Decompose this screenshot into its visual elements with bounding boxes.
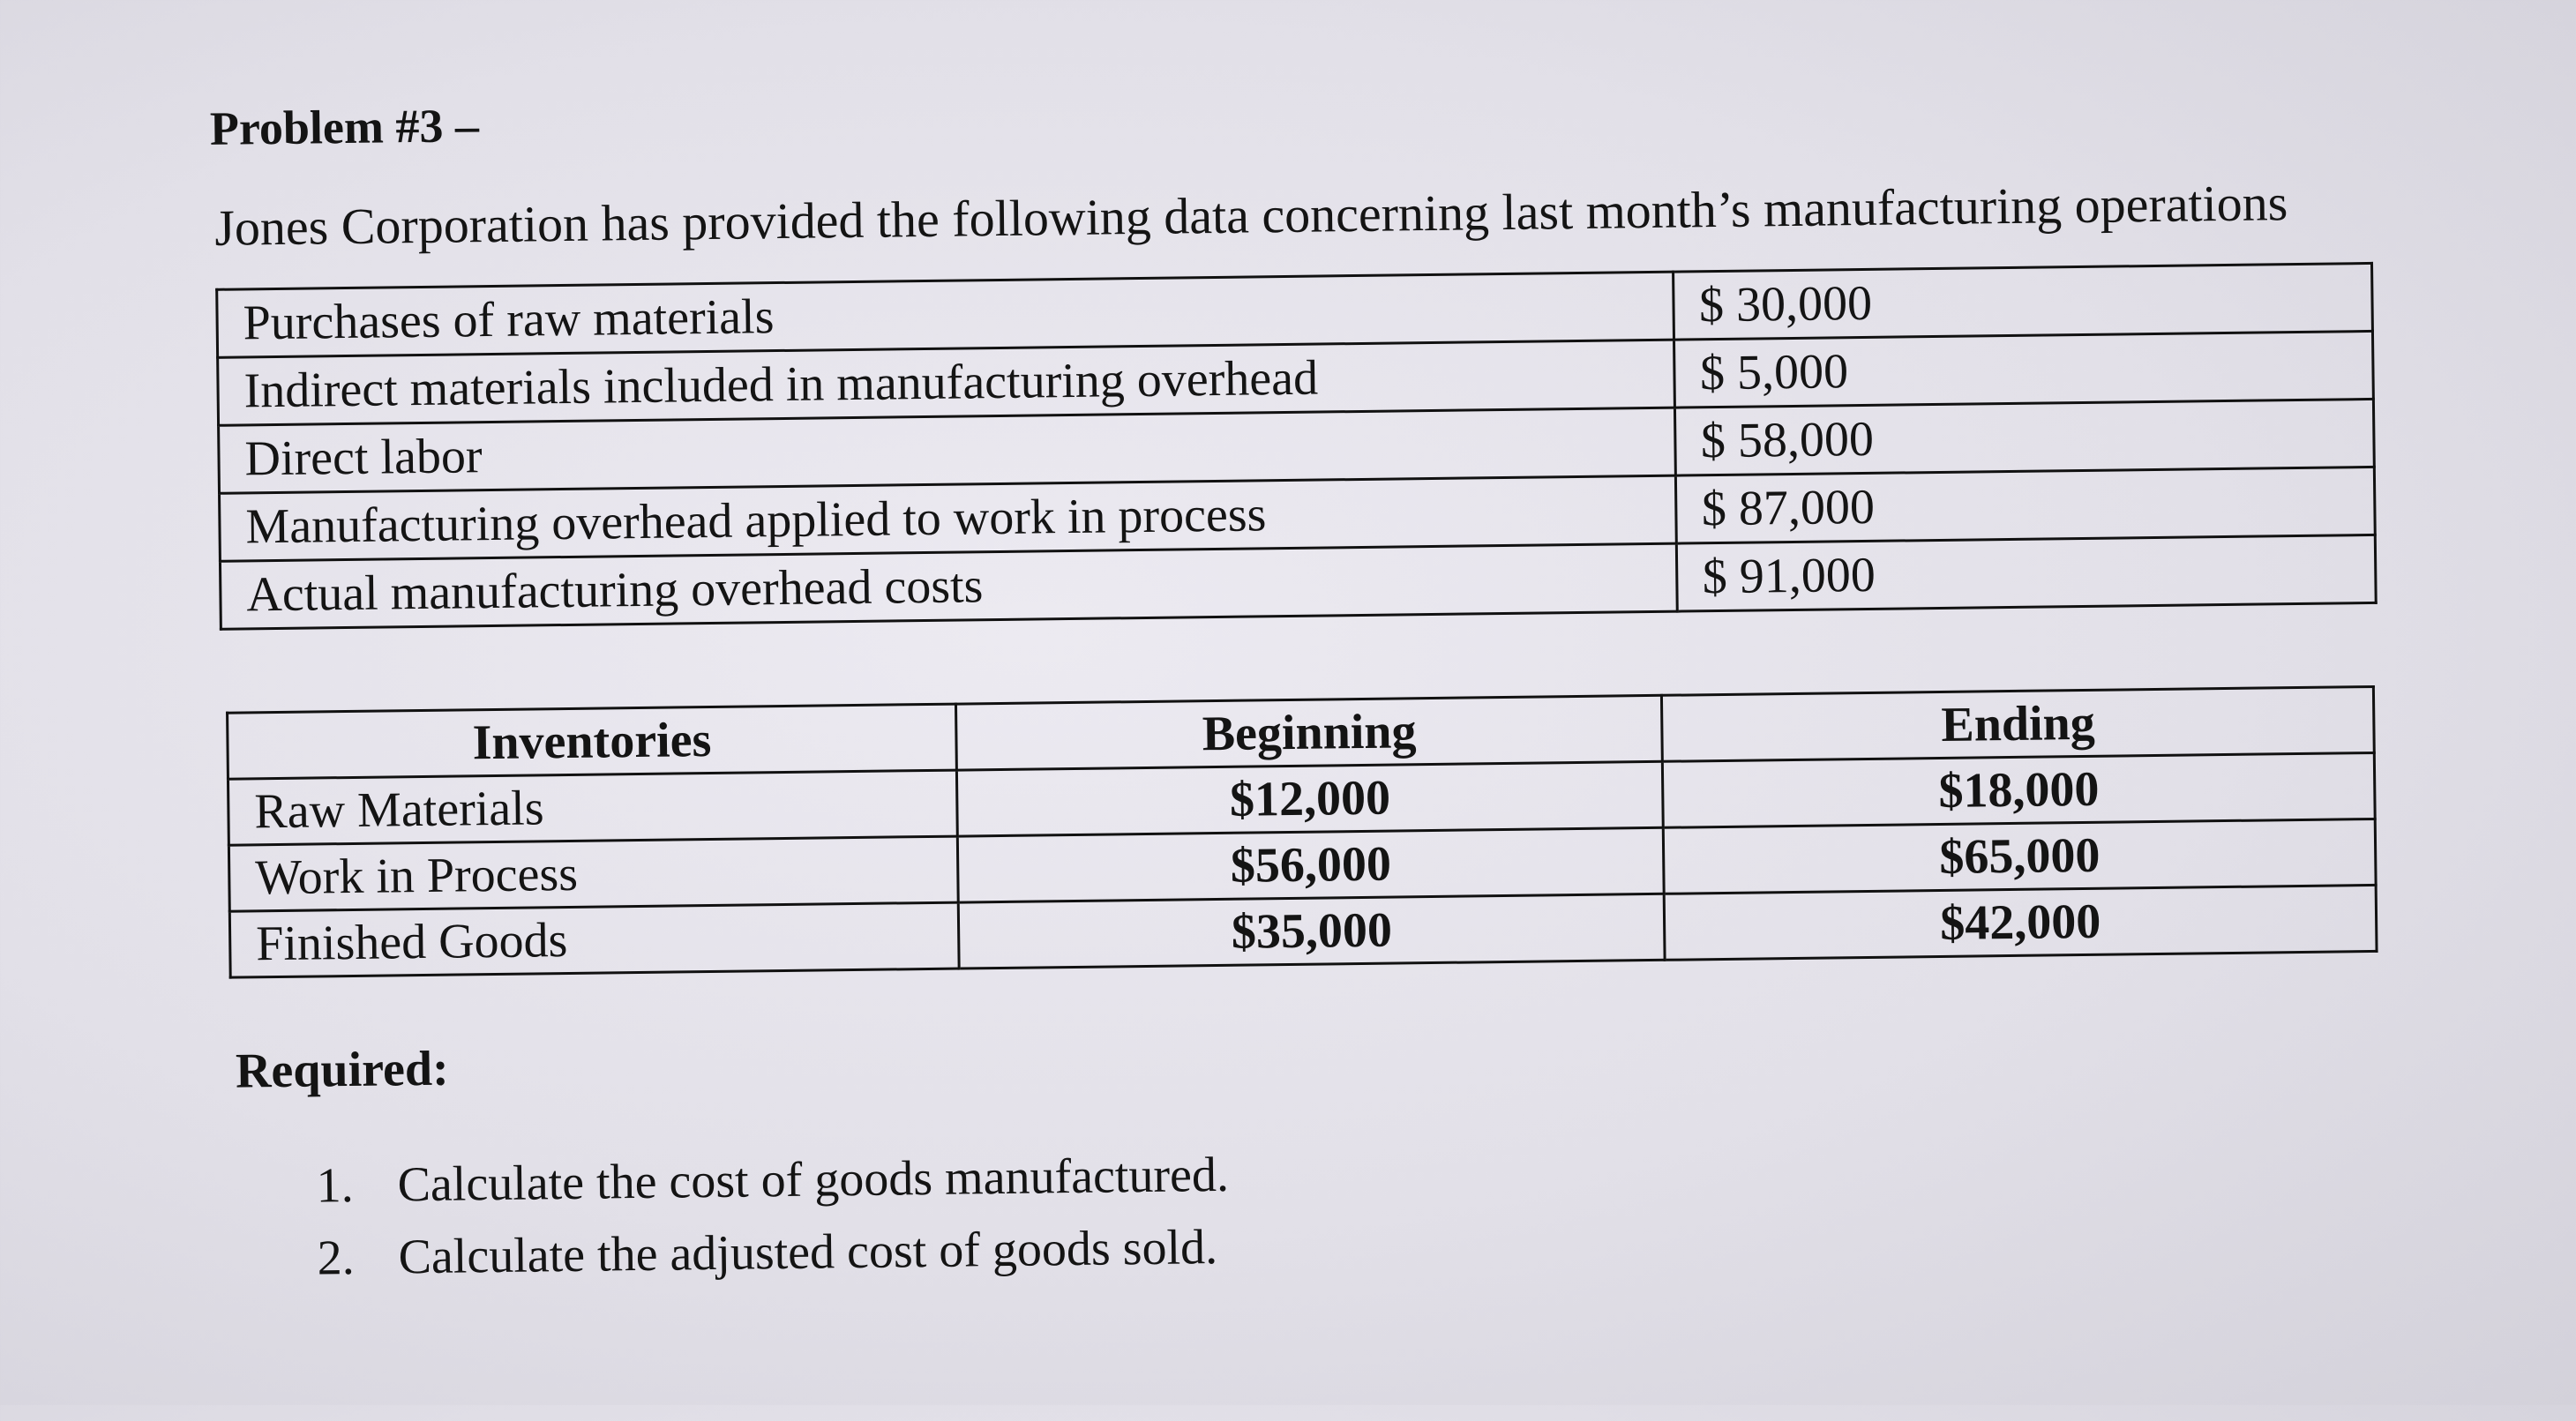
- inventory-table: [226, 685, 2378, 979]
- item-text: Calculate the cost of goods manufactured.: [397, 1147, 1230, 1213]
- row-label: Purchases of raw materials: [217, 272, 1674, 357]
- row-value: $ 87,000: [1675, 467, 2375, 543]
- row-label: Manufacturing overhead applied to work in process: [220, 475, 1676, 561]
- inventory-beginning: $12,000: [956, 761, 1663, 836]
- inventory-name: Raw Materials: [228, 770, 957, 845]
- inventory-name: Work in Process: [228, 836, 958, 911]
- inventory-name: Finished Goods: [229, 902, 959, 977]
- row-value: $ 58,000: [1674, 399, 2374, 475]
- row-value: $ 5,000: [1674, 331, 2373, 408]
- header-ending: Ending: [1662, 686, 2374, 761]
- header-inventories: Inventories: [228, 704, 957, 779]
- item-number: 2.: [317, 1230, 355, 1286]
- inventory-ending: $65,000: [1664, 819, 2376, 894]
- problem-intro: Jones Corporation has provided the following data concerning last month’s manufacturing operations: [213, 174, 2288, 257]
- list-item: [316, 1139, 1229, 1223]
- inventory-ending: $42,000: [1665, 885, 2377, 960]
- problem-title: Problem #3 –: [209, 99, 480, 155]
- row-label: Actual manufacturing overhead costs: [220, 543, 1676, 629]
- item-number: 1.: [316, 1157, 354, 1214]
- item-text: Calculate the adjusted cost of goods sold.: [398, 1220, 1218, 1285]
- inventory-beginning: $56,000: [957, 827, 1664, 902]
- required-heading: Required:: [235, 1041, 450, 1099]
- row-label: Direct labor: [219, 408, 1675, 493]
- row-value: $ 91,000: [1676, 535, 2376, 611]
- header-beginning: Beginning: [955, 695, 1662, 770]
- required-list: [316, 1139, 1230, 1295]
- inventory-ending: $18,000: [1663, 752, 2375, 827]
- list-item: [317, 1211, 1230, 1295]
- row-label: Indirect materials included in manufacturing overhead: [218, 340, 1674, 425]
- inventory-beginning: $35,000: [958, 894, 1665, 969]
- cost-data-table: [215, 262, 2378, 631]
- row-value: $ 30,000: [1673, 263, 2372, 340]
